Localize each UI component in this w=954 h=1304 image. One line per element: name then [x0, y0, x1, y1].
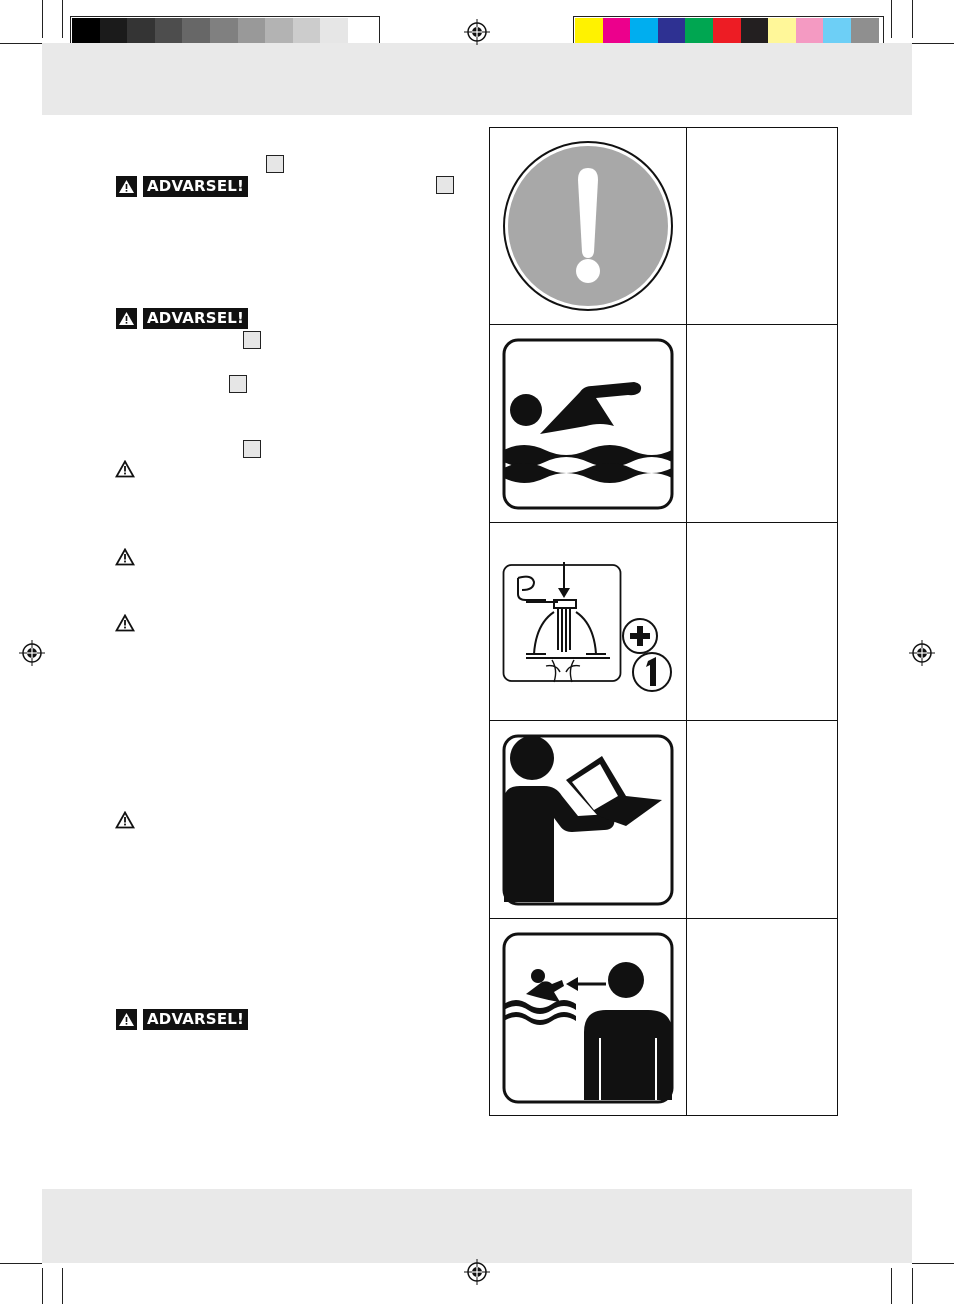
crop-mark — [42, 1268, 43, 1304]
reference-box — [243, 331, 261, 349]
registration-mark-icon — [464, 19, 490, 45]
crop-mark — [912, 1268, 913, 1304]
color-swatch — [72, 18, 100, 45]
warning-badge — [116, 176, 248, 197]
supervise-child-icon — [502, 932, 674, 1104]
table-divider — [490, 324, 837, 325]
table-divider — [490, 720, 837, 721]
color-swatch — [603, 18, 631, 45]
crop-mark — [912, 1263, 954, 1264]
color-swatch — [851, 18, 879, 45]
header-band — [42, 43, 912, 115]
table-divider — [686, 128, 687, 1115]
color-swatch — [630, 18, 658, 45]
color-swatch — [685, 18, 713, 45]
color-swatch — [768, 18, 796, 45]
color-swatch — [265, 18, 293, 45]
registration-mark-icon — [909, 640, 935, 666]
warning-triangle-icon — [116, 176, 137, 197]
color-swatch — [658, 18, 686, 45]
color-swatch — [320, 18, 348, 45]
attention-icon — [502, 140, 674, 312]
reference-box — [266, 155, 284, 173]
table-divider — [490, 522, 837, 523]
color-swatch — [348, 18, 376, 45]
color-swatch — [155, 18, 183, 45]
warning-badge — [116, 1009, 248, 1030]
registration-mark-icon — [464, 1259, 490, 1285]
crop-mark — [62, 0, 63, 38]
reference-box — [243, 440, 261, 458]
crop-mark — [912, 0, 913, 38]
color-swatch — [575, 18, 603, 45]
read-manual-icon — [502, 734, 674, 906]
crop-mark — [62, 1268, 63, 1304]
reference-box — [229, 375, 247, 393]
color-swatch — [100, 18, 128, 45]
reference-box — [436, 176, 454, 194]
color-swatch — [238, 18, 266, 45]
crop-mark — [0, 1263, 42, 1264]
warning-label: ADVARSEL! — [143, 308, 248, 329]
warning-badge — [116, 308, 248, 329]
crop-mark — [42, 0, 43, 38]
color-swatch — [796, 18, 824, 45]
registration-mark-icon — [19, 640, 45, 666]
color-swatch — [293, 18, 321, 45]
color-swatch — [713, 18, 741, 45]
warning-triangle-icon — [116, 1009, 137, 1030]
table-divider — [490, 918, 837, 919]
crop-mark — [891, 0, 892, 38]
color-swatch — [210, 18, 238, 45]
valve-inflation-icon — [502, 560, 674, 692]
crop-mark — [912, 43, 954, 44]
warning-label: ADVARSEL! — [143, 1009, 248, 1030]
caution-triangle-icon — [115, 460, 135, 478]
color-swatch — [127, 18, 155, 45]
crop-mark — [891, 1268, 892, 1304]
color-swatch — [823, 18, 851, 45]
crop-mark — [0, 43, 42, 44]
caution-triangle-icon — [115, 811, 135, 829]
color-swatch — [182, 18, 210, 45]
warning-label: ADVARSEL! — [143, 176, 248, 197]
caution-triangle-icon — [115, 548, 135, 566]
footer-band — [42, 1189, 912, 1263]
color-swatch — [741, 18, 769, 45]
caution-triangle-icon — [115, 614, 135, 632]
swimming-icon — [502, 338, 674, 510]
warning-triangle-icon — [116, 308, 137, 329]
